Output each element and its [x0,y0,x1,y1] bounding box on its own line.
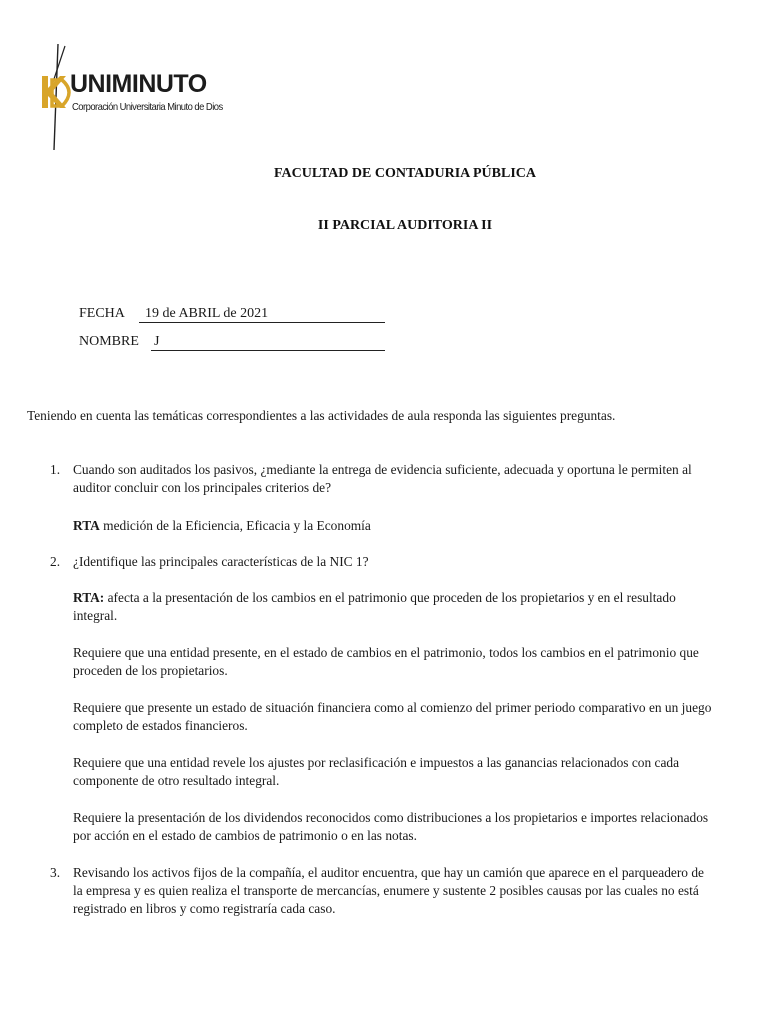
uniminuto-logo [38,42,223,152]
question-number: 3. [50,865,61,880]
answer-2-paragraph: Requiere que una entidad presente, en el estado de cambios en el patrimonio, todos los cambios en el patrimonio que proceden de los propietarios. [73,645,699,678]
question-number: 2. [50,554,61,569]
fecha-value: 19 de ABRIL de 2021 [145,306,269,321]
instructions: Teniendo en cuenta las temáticas correspondientes a las actividades de aula responda las siguientes preguntas. [27,408,616,423]
answer-text: afecta a la presentación de los cambios en el patrimonio que proceden de los propietarios y en el resultado integral. [73,590,676,623]
logo-subtitle: Corporación Universitaria Minuto de Dios [72,101,223,113]
fecha-label: FECHA [79,306,125,321]
question-text: ¿Identifique las principales características de la NIC 1? [73,554,369,569]
answer-2-paragraph: Requiere que una entidad revele los ajustes por reclasificación e impuestos a las ganancias relacionados con cada componente de otro resultado integral. [73,755,680,788]
answer-text: medición de la Eficiencia, Eficacia y la Economía [99,518,371,533]
question-text: Cuando son auditados los pasivos, ¿mediante la entrega de evidencia suficiente, adecuada y oportuna le permiten al auditor concluir con los principales criterios de? [73,462,692,495]
exam-title: II PARCIAL AUDITORIA II [317,218,493,233]
answer-label: RTA: [73,590,105,605]
nombre-underline [151,334,385,351]
question-text: Revisando los activos fijos de la compañía, el auditor encuentra, que hay un camión que aparece en el parqueadero de la empresa y es quien realiza el transporte de mercancías, enumere y sustente 2 posibles causas por las cuales no está registrado en libros y como registraría cada caso. [73,865,704,916]
answer-2-paragraph: Requiere la presentación de los dividendos reconocidos como distribuciones a los propietarios e importes relacionados por acción en el estado de cambios de patrimonio o en las notas. [73,810,709,843]
question-number: 1. [50,462,61,477]
logo-title: UNIMINUTO [70,70,207,98]
answer-1 [73,517,713,535]
answer-2-paragraph: Requiere que presente un estado de situación financiera como al comienzo del primer periodo comparativo en un juego completo de estados financieros. [73,700,712,733]
nombre-label: NOMBRE [79,334,139,349]
faculty-title: FACULTAD DE CONTADURIA PÚBLICA [273,166,536,181]
question-3 [50,864,712,918]
nombre-field [79,334,160,350]
question-1 [50,461,712,497]
answer-2 [73,589,713,625]
question-2 [50,553,712,571]
fecha-field [79,306,269,322]
answer-label: RTA [73,518,100,533]
nombre-value: J [154,334,160,349]
